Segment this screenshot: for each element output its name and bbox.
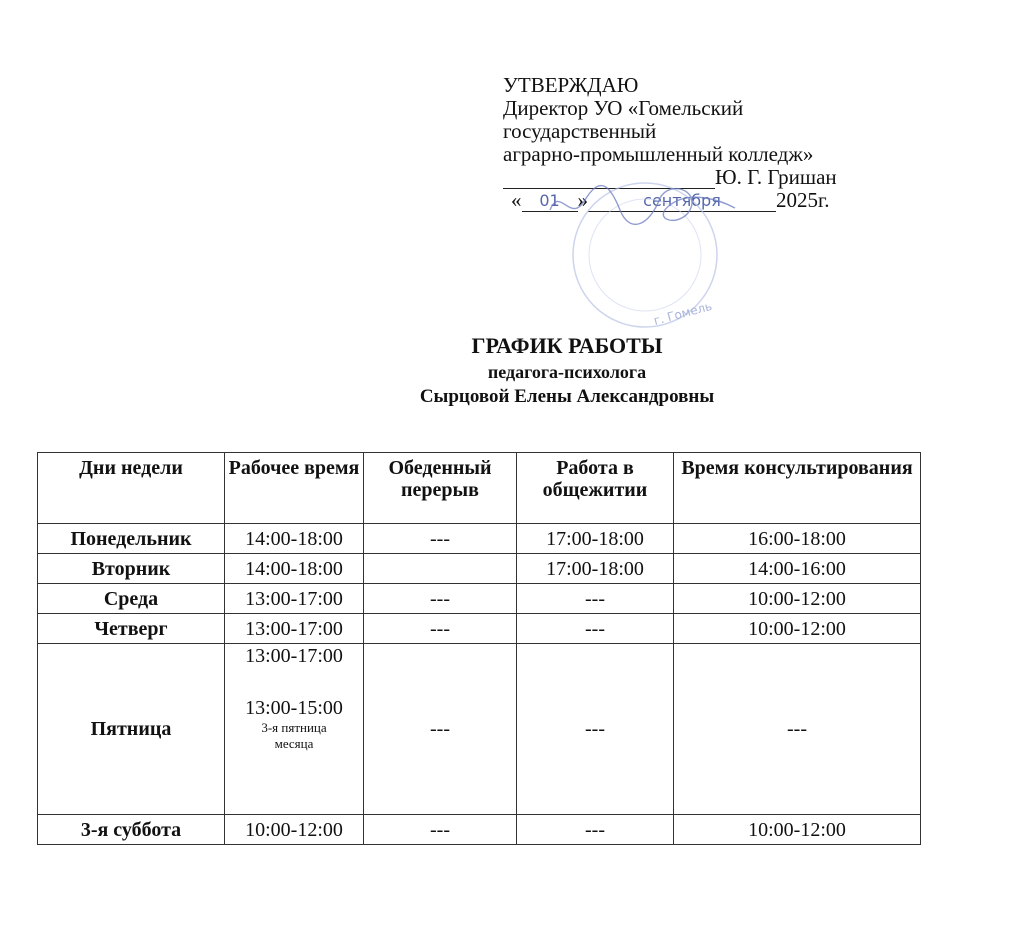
cell-lunch [364,554,517,584]
cell-lunch: --- [364,524,517,554]
signature-line [503,166,837,189]
cell-lunch: --- [364,644,517,815]
table-row-friday [38,644,921,815]
header-work-time: Рабочее время [225,453,364,524]
cell-work-friday [225,644,364,815]
title-main: ГРАФИК РАБОТЫ [471,333,663,358]
approval-line-2: государственный [503,119,657,143]
stamp-city: г. Гомель [652,298,714,328]
cell-consult: 10:00-12:00 [674,614,921,644]
cell-lunch: --- [364,815,517,845]
cell-work: 14:00-18:00 [225,554,364,584]
cell-consult: 10:00-12:00 [674,584,921,614]
title-position: педагога-психолога [487,362,647,382]
approval-heading: УТВЕРЖДАЮ [503,73,639,97]
approval-block [503,74,837,212]
cell-dorm: --- [517,584,674,614]
table-row [38,614,921,644]
signature-blank [503,168,715,189]
cell-day: Пятница [38,644,225,815]
cell-dorm: 17:00-18:00 [517,554,674,584]
cell-lunch: --- [364,584,517,614]
approval-line-3: аграрно-промышленный колледж» [503,142,814,166]
header-consult: Время консультирования [674,453,921,524]
cell-day: 3-я суббота [38,815,225,845]
cell-work: 13:00-17:00 [225,584,364,614]
cell-dorm: 17:00-18:00 [517,524,674,554]
approval-line-1: Директор УО «Гомельский [503,96,744,120]
cell-dorm: --- [517,644,674,815]
table-row [38,584,921,614]
header-lunch: Обеденный перерыв [364,453,517,524]
cell-consult: --- [674,644,921,815]
schedule-table [37,452,921,845]
date-year: 2025г. [776,188,830,212]
date-quote-close: » [577,188,588,212]
cell-consult: 10:00-12:00 [674,815,921,845]
date-month: сентября [588,191,776,212]
header-dorm: Работа в общежитии [517,453,674,524]
friday-note: 3-я пятница месяца [261,720,327,751]
date-day: 01 [522,191,578,212]
signer-name: Ю. Г. Гришан [715,165,837,189]
friday-work-third: 13:00-15:00 [245,697,343,719]
cell-dorm: --- [517,614,674,644]
date-line [503,189,837,212]
cell-day: Понедельник [38,524,225,554]
cell-dorm: --- [517,815,674,845]
title-person: Сырцовой Елены Александровны [419,386,715,407]
table-row [38,554,921,584]
cell-day: Среда [38,584,225,614]
table-row [38,524,921,554]
cell-consult: 16:00-18:00 [674,524,921,554]
date-quote-open: « [511,188,522,212]
cell-day: Вторник [38,554,225,584]
document-title [55,332,1024,409]
friday-work-regular: 13:00-17:00 [245,645,343,667]
cell-work: 10:00-12:00 [225,815,364,845]
cell-work: 13:00-17:00 [225,614,364,644]
table-header-row [38,453,921,524]
cell-work: 14:00-18:00 [225,524,364,554]
cell-consult: 14:00-16:00 [674,554,921,584]
cell-lunch: --- [364,614,517,644]
cell-day: Четверг [38,614,225,644]
table-row [38,815,921,845]
header-days: Дни недели [38,453,225,524]
